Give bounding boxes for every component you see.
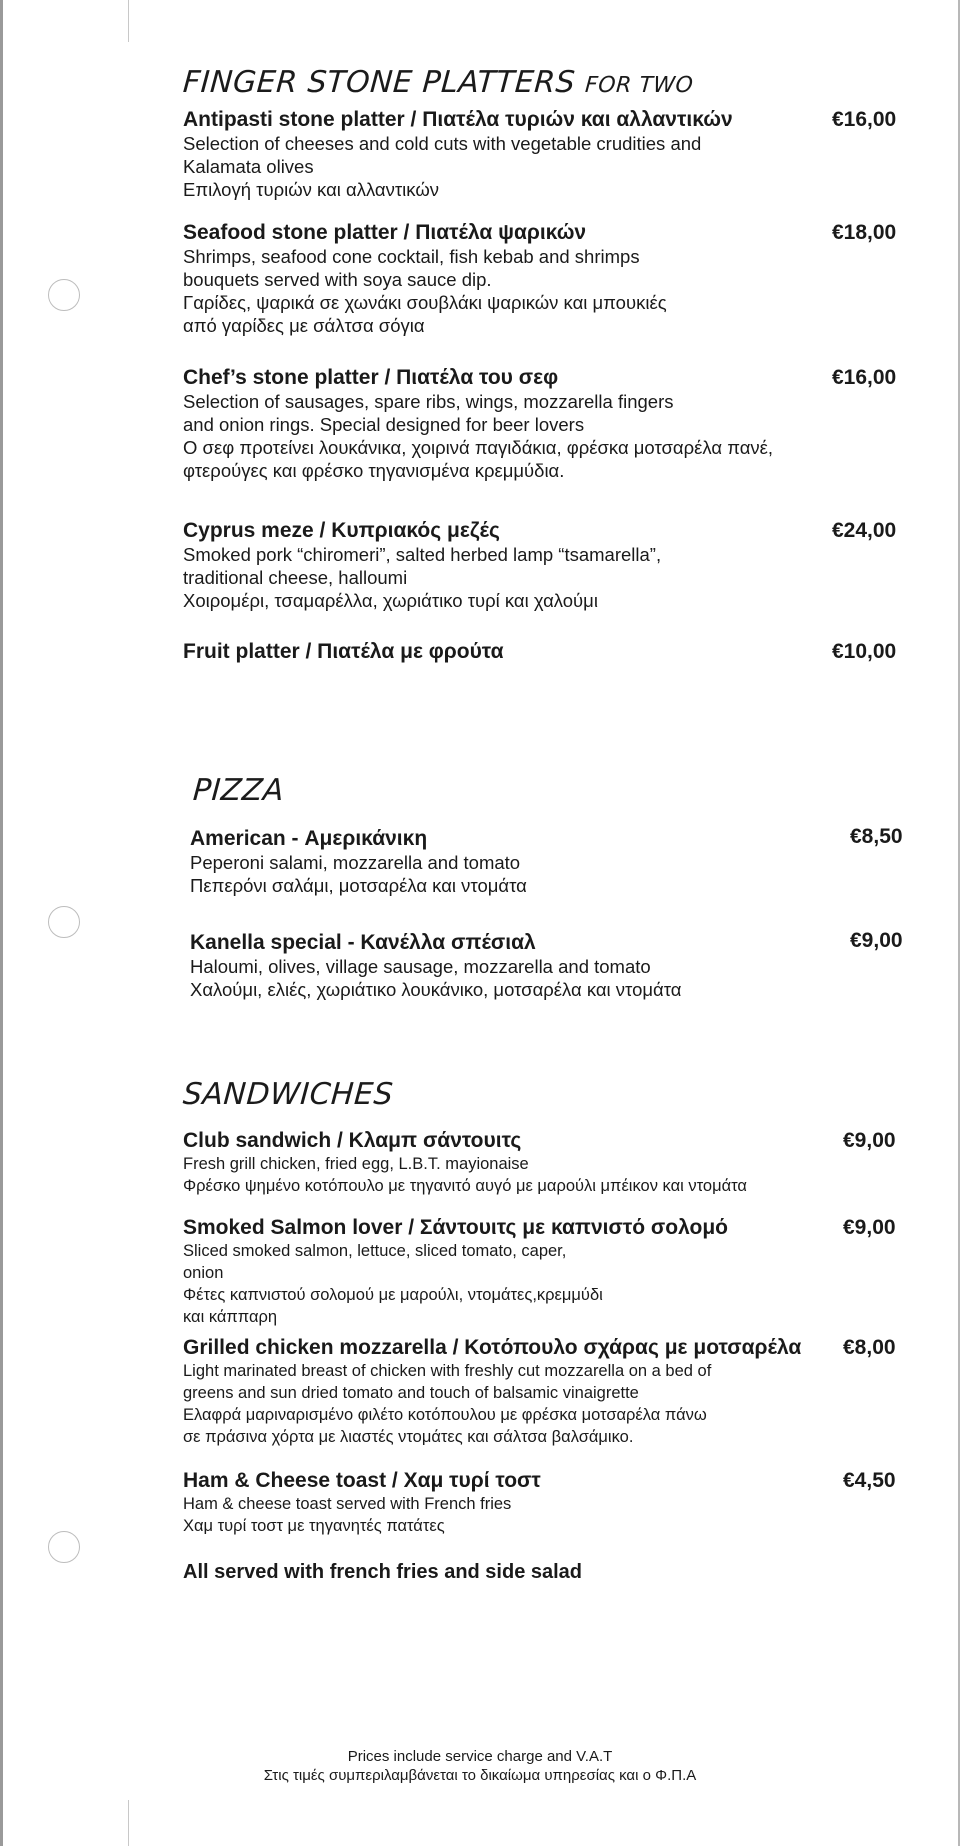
punch-hole: [48, 906, 80, 938]
item-description: Peperoni salami, mozzarella and tomato: [190, 852, 521, 873]
item-price: €16,00: [832, 366, 897, 389]
item-price: €9,00: [843, 1129, 896, 1152]
item-name: Smoked Salmon lover / Σάντουιτς με καπνιστό σολομό: [183, 1216, 728, 1239]
footer-note: [0, 1747, 960, 1785]
item-description: Γαρίδες, ψαρικά σε χωνάκι σουβλάκι ψαρικών και μπουκιές: [183, 292, 667, 313]
item-description: Shrimps, seafood cone cocktail, fish kebab and shrimps: [183, 246, 640, 267]
item-description: Kalamata olives: [183, 156, 314, 177]
item-price: €10,00: [832, 640, 897, 663]
item-description: από γαρίδες με σάλτσα σόγια: [183, 315, 425, 336]
item-description: Πεπερόνι σαλάμι, μοτσαρέλα και ντομάτα: [190, 875, 527, 896]
item-price: €4,50: [843, 1469, 896, 1492]
item-description: Light marinated breast of chicken with freshly cut mozzarella on a bed of: [183, 1362, 712, 1380]
item-price: €16,00: [832, 108, 897, 131]
item-name: Ham & Cheese toast / Χαμ τυρί τοστ: [183, 1469, 541, 1492]
section-title: SANDWICHES: [181, 1077, 395, 1112]
item-price: €8,00: [843, 1336, 896, 1359]
item-description: Selection of sausages, spare ribs, wings, mozzarella fingers: [183, 391, 674, 412]
menu-item-ham-cheese-toast: [183, 1469, 541, 1537]
menu-item-smoked-salmon: [183, 1216, 728, 1328]
section-heading-platters: [181, 65, 695, 100]
item-description: φτερούγες και φρέσκο τηγανισμένα κρεμμύδια.: [183, 460, 565, 481]
item-description: Χαλούμι, ελιές, χωριάτικο λουκάνικο, μοτσαρέλα και ντομάτα: [190, 979, 682, 1000]
page-edge-left: [0, 0, 3, 1846]
menu-item-cyprus-meze: [183, 519, 661, 612]
item-description: Selection of cheeses and cold cuts with vegetable crudities and: [183, 133, 702, 154]
item-name: Antipasti stone platter / Πιατέλα τυριών και αλλαντικών: [183, 108, 733, 131]
punch-hole: [48, 279, 80, 311]
menu-item-grilled-chicken: [183, 1336, 801, 1448]
item-price: €8,50: [850, 825, 903, 848]
menu-item-seafood: [183, 221, 667, 337]
binding-line-top: [128, 0, 129, 42]
item-name: Kanella special - Κανέλλα σπέσιαλ: [190, 931, 536, 954]
item-description: Sliced smoked salmon, lettuce, sliced tomato, caper,: [183, 1242, 567, 1260]
item-description: Ham & cheese toast served with French fries: [183, 1495, 512, 1513]
item-price: €18,00: [832, 221, 897, 244]
section-title: FINGER STONE PLATTERS: [181, 65, 577, 100]
item-description: Χοιρομέρι, τσαμαρέλλα, χωριάτικο τυρί και χαλούμι: [183, 590, 598, 611]
item-description: Ελαφρά μαριναρισμένο φιλέτο κοτόπουλου με φρέσκα μοτσαρέλα πάνω: [183, 1406, 707, 1424]
item-description: bouquets served with soya sauce dip.: [183, 269, 492, 290]
item-name: Chef’s stone platter / Πιατέλα του σεφ: [183, 366, 559, 389]
section-title-suffix: FOR TWO: [584, 73, 695, 98]
menu-item-kanella-special: [190, 931, 682, 1001]
item-name: Club sandwich / Κλαμπ σάντουιτς: [183, 1129, 522, 1152]
item-description: greens and sun dried tomato and touch of balsamic vinaigrette: [183, 1384, 639, 1402]
item-description: Επιλογή τυριών και αλλαντικών: [183, 179, 440, 200]
menu-item-club-sandwich: [183, 1129, 747, 1197]
item-name: American - Αμερικάνικη: [190, 827, 428, 850]
item-price: €9,00: [850, 929, 903, 952]
menu-item-antipasti: [183, 108, 733, 201]
item-description: and onion rings. Special designed for beer lovers: [183, 414, 585, 435]
item-name: Cyprus meze / Κυπριακός μεζές: [183, 519, 500, 542]
binding-line-bottom: [128, 1800, 129, 1846]
sandwiches-note: All served with french fries and side salad: [183, 1561, 583, 1583]
item-description: Ο σεφ προτείνει λουκάνικα, χοιρινά παγιδάκια, φρέσκα μοτσαρέλα πανέ,: [183, 437, 774, 458]
item-name: Fruit platter / Πιατέλα με φρούτα: [183, 640, 504, 663]
item-description: Χαμ τυρί τοστ με τηγανητές πατάτες: [183, 1517, 445, 1535]
item-description: onion: [183, 1264, 224, 1282]
section-title: PIZZA: [191, 773, 286, 808]
footer-line-english: Prices include service charge and V.A.T: [347, 1748, 613, 1765]
menu-item-chefs: [183, 366, 773, 482]
item-description: traditional cheese, halloumi: [183, 567, 408, 588]
punch-hole: [48, 1531, 80, 1563]
item-description: σε πράσινα χόρτα με λιαστές ντομάτες και σάλτσα βαλσάμικο.: [183, 1428, 634, 1446]
item-description: Haloumi, olives, village sausage, mozzarella and tomato: [190, 956, 651, 977]
item-description: Φρέσκο ψημένο κοτόπουλο με τηγανιτό αυγό με μαρούλι μπέικον και ντομάτα: [183, 1177, 747, 1195]
menu-item-american: [190, 827, 527, 897]
item-price: €24,00: [832, 519, 897, 542]
section-heading-sandwiches: [181, 1077, 395, 1112]
menu-item-fruit-platter: [183, 640, 504, 664]
item-description: Fresh grill chicken, fried egg, L.B.T. mayionaise: [183, 1155, 529, 1173]
item-description: Φέτες καπνιστού σολομού με μαρούλι, ντομάτες,κρεμμύδι: [183, 1286, 603, 1304]
footer-line-greek: Στις τιμές συμπεριλαμβάνεται το δικαίωμα υπηρεσίας και ο Φ.Π.Α: [263, 1767, 697, 1784]
section-heading-pizza: [191, 773, 286, 808]
item-description: και κάππαρη: [183, 1308, 278, 1326]
item-description: Smoked pork “chiromeri”, salted herbed lamp “tsamarella”,: [183, 544, 662, 565]
item-name: Grilled chicken mozzarella / Κοτόπουλο σχάρας με μοτσαρέλα: [183, 1336, 802, 1359]
item-price: €9,00: [843, 1216, 896, 1239]
item-name: Seafood stone platter / Πιατέλα ψαρικών: [183, 221, 587, 244]
